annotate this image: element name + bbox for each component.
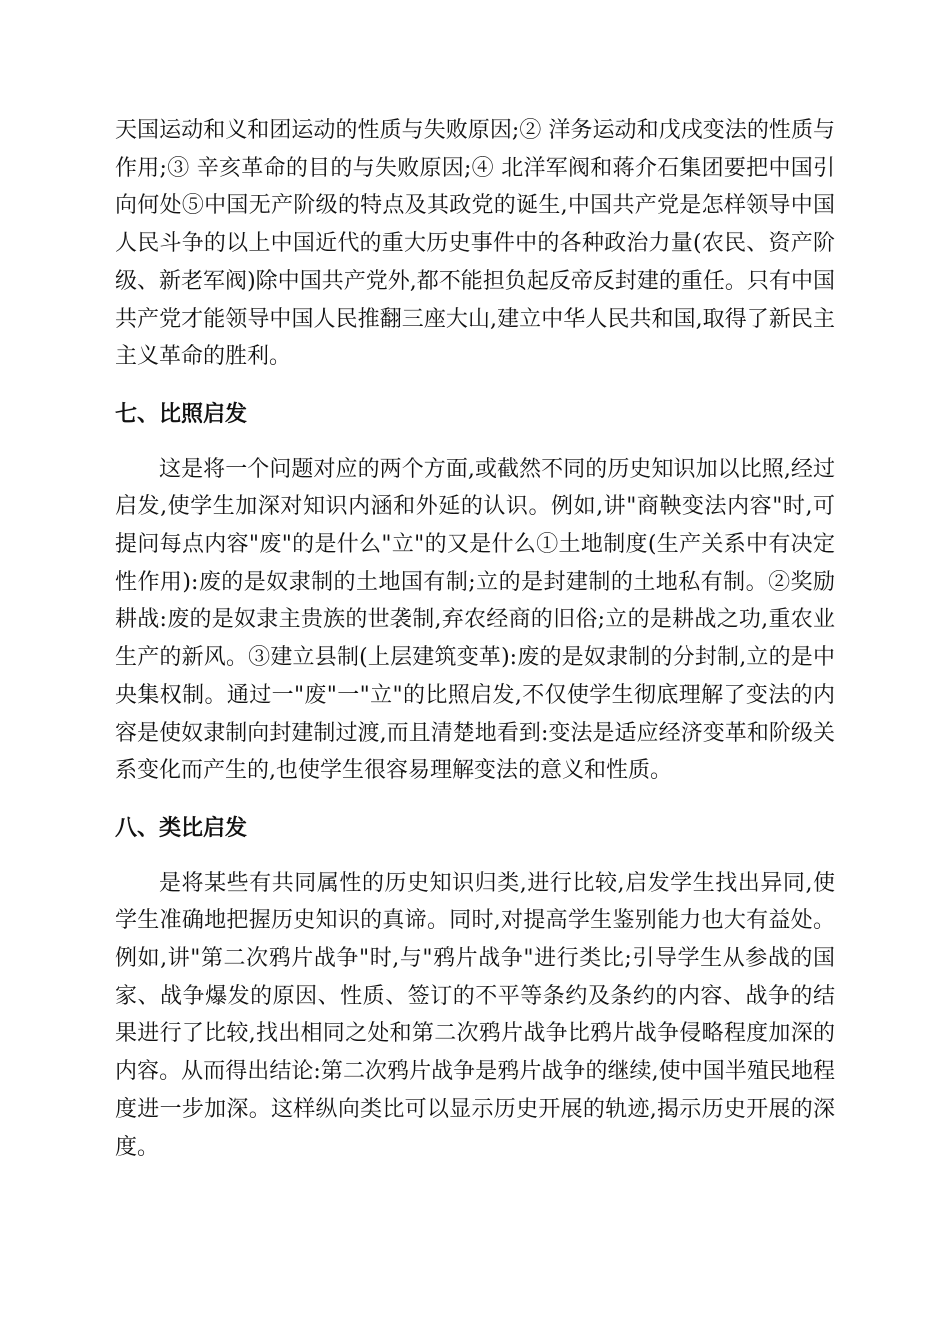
paragraph-comparison: 这是将一个问题对应的两个方面,或截然不同的历史知识加以比照,经过启发,使学生加深对知识内涵和外延的认识。例如,讲"商鞅变法内容"时,可提问每点内容"废"的是什么"立"的又是什么①土地制度(生产关系中有决定性作用):废的是奴隶制的土地国有制;立的是封建制的土地私有制。②奖励耕战:废的是奴隶主贵族的世袭制,弃农经商的旧俗;立的是耕战之功,重农业生产的新风。③建立县制(上层建筑变革):废的是奴隶制的分封制,立的是中央集权制。通过一"废"一"立"的比照启发,不仅使学生彻底理解了变法的内容是使奴隶制向封建制过渡,而且清楚地看到:变法是适应经济变革和阶级关系变化而产生的,也使学生很容易理解变法的意义和性质。 [115,456,835,784]
section-heading-analogy: 八、类比启发 [115,815,248,841]
section-heading-comparison: 七、比照启发 [115,401,248,427]
document-body [115,112,835,1166]
continued-paragraph: 天国运动和义和团运动的性质与失败原因;② 洋务运动和戊戌变法的性质与作用;③ 辛亥革命的目的与失败原因;④ 北洋军阀和蒋介石集团要把中国引向何处⑤中国无产阶级的特点及其政党的诞生,中国共产党是怎样领导中国人民斗争的以上中国近代的重大历史事件中的各种政治力量(农民、资产阶级、新老军阀)除中国共产党外,都不能担负起反帝反封建的重任。只有中国共产党才能领导中国人民推翻三座大山,建立中华人民共和国,取得了新民主主义革命的胜利。 [115,118,835,370]
paragraph-analogy: 是将某些有共同属性的历史知识归类,进行比较,启发学生找出异同,使学生准确地把握历史知识的真谛。同时,对提高学生鉴别能力也大有益处。例如,讲"第二次鸦片战争"时,与"鸦片战争"进行类比;引导学生从参战的国家、战争爆发的原因、性质、签订的不平等条约及条约的内容、战争的结果进行了比较,找出相同之处和第二次鸦片战争比鸦片战争侵略程度加深的内容。从而得出结论:第二次鸦片战争是鸦片战争的继续,使中国半殖民地程度进一步加深。这样纵向类比可以显示历史开展的轨迹,揭示历史开展的深度。 [115,870,835,1160]
